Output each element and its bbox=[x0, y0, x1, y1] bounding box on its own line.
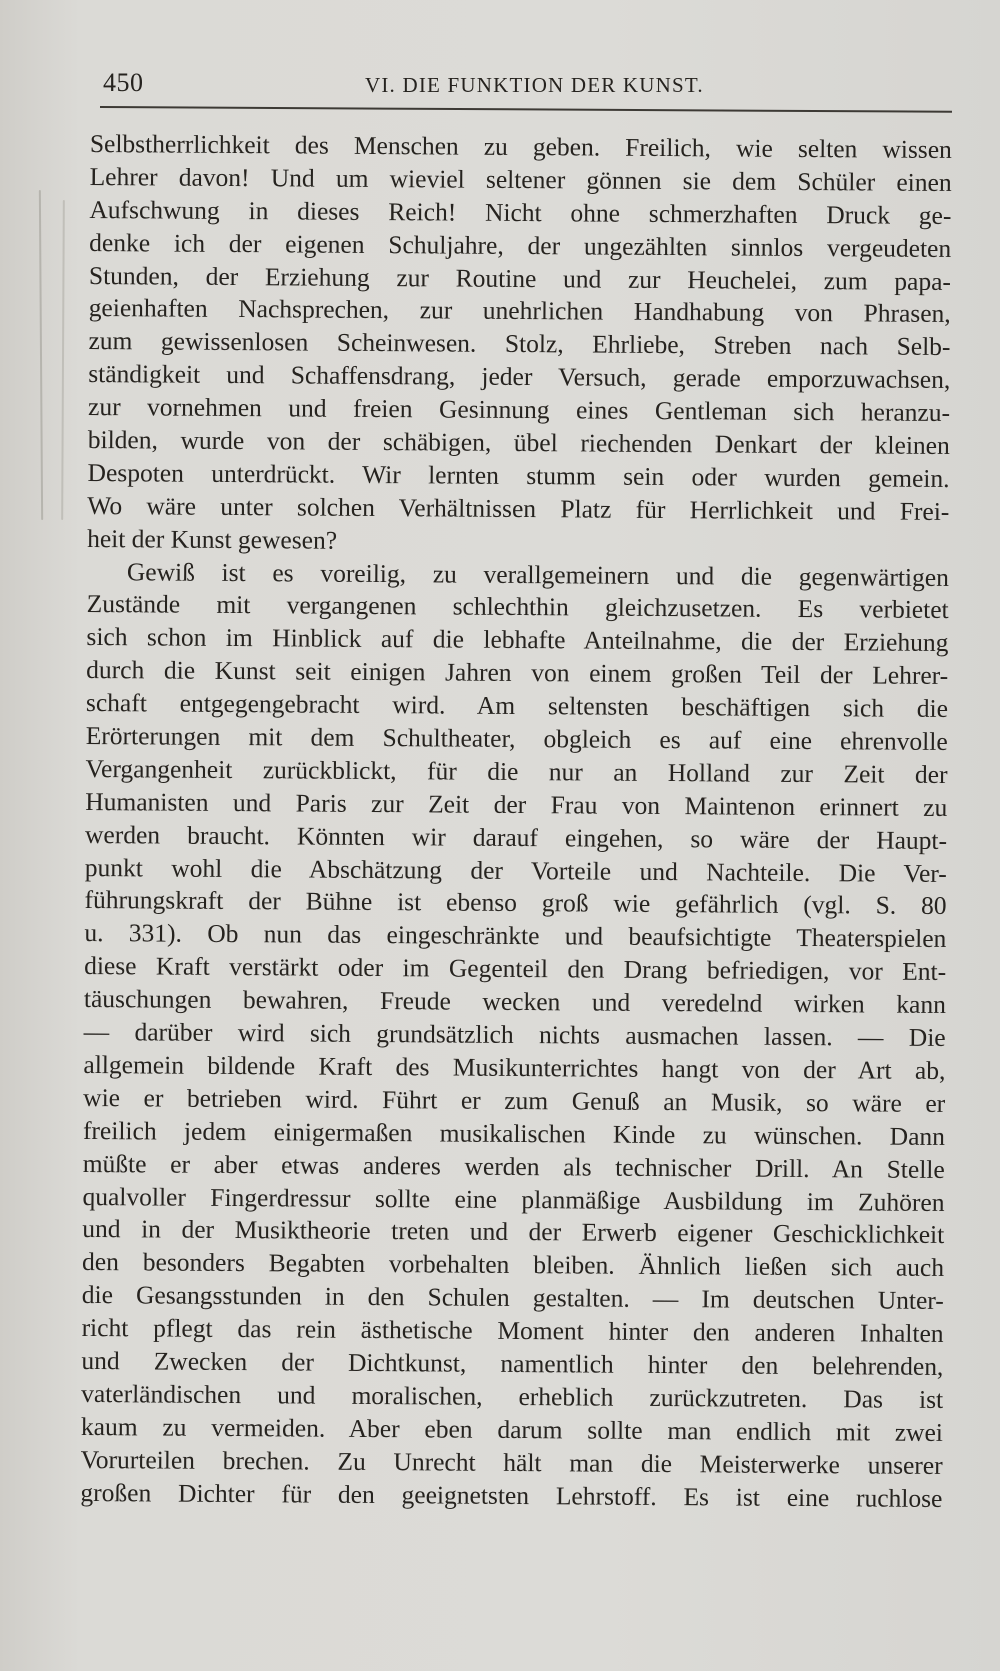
text-line: ständigkeit und Schaffensdrang, jeder Versuch, gerade emporzuwachsen, bbox=[88, 359, 951, 395]
text-line: Vorurteilen brechen. Zu Unrecht hält man die Meisterwerke unserer bbox=[80, 1444, 943, 1480]
text-line: täuschungen bewahren, Freude wecken und veredelnd wirken kann bbox=[83, 984, 947, 1020]
text-line: Zustände mit vergangenen schlechthin gleichzusetzen. Es verbietet bbox=[86, 589, 949, 625]
text-line: Erörterungen mit dem Schultheater, obgleich es auf eine ehrenvolle bbox=[85, 721, 948, 757]
body-text bbox=[80, 128, 952, 1515]
text-line: großen Dichter für den geeignetsten Lehrstoff. Es ist eine ruchlose bbox=[80, 1477, 943, 1513]
text-line: punkt wohl die Abschätzung der Vorteile und Nachteile. Die Ver- bbox=[84, 852, 947, 888]
text-line: Stunden, der Erziehung zur Routine und zur Heuchelei, zum papa- bbox=[88, 260, 952, 296]
text-line: geienhaften Nachsprechen, zur unehrlichen Handhabung von Phrasen, bbox=[88, 293, 951, 329]
text-line: durch die Kunst seit einigen Jahren von einem großen Teil der Lehrer- bbox=[86, 655, 949, 691]
running-head: VI. DIE FUNKTION DER KUNST. bbox=[365, 73, 704, 97]
pencil-margin-mark bbox=[61, 200, 65, 520]
pencil-margin-mark bbox=[39, 190, 43, 520]
page-number: 450 bbox=[103, 68, 144, 97]
text-line: Lehrer davon! Und um wieviel seltener gönnen sie dem Schüler einen bbox=[89, 161, 952, 197]
text-line: u. 331). Ob nun das eingeschränkte und beaufsichtigte Theaterspielen bbox=[84, 918, 947, 954]
text-line: — darüber wird sich grundsätzlich nichts ausmachen lassen. — Die bbox=[83, 1017, 946, 1053]
text-line: Wo wäre unter solchen Verhältnissen Platz für Herrlichkeit und Frei- bbox=[87, 490, 950, 526]
text-line: Despoten unterdrückt. Wir lernten stumm sein oder wurden gemein. bbox=[87, 457, 950, 493]
text-line: kaum zu vermeiden. Aber eben darum sollte man endlich mit zwei bbox=[80, 1411, 944, 1447]
text-line: Aufschwung in dieses Reich! Nicht ohne schmerzhaften Druck ge- bbox=[89, 194, 952, 230]
text-line: die Gesangsstunden in den Schulen gestalten. — Im deutschen Unter- bbox=[81, 1280, 944, 1316]
text-line: und in der Musiktheorie treten und der Erwerb eigener Geschicklichkeit bbox=[82, 1214, 945, 1250]
text-line: vaterländischen und moralischen, erheblich zurückzutreten. Das ist bbox=[81, 1378, 944, 1414]
header-rule bbox=[100, 106, 952, 113]
text-line: schaft entgegengebracht wird. Am seltensten beschäftigen sich die bbox=[85, 688, 949, 724]
text-line: zum gewissenlosen Scheinwesen. Stolz, Ehrliebe, Streben nach Selb- bbox=[88, 326, 951, 362]
text-line: Selbstherrlichkeit des Menschen zu geben. Freilich, wie selten wissen bbox=[89, 128, 952, 165]
text-line: diese Kraft verstärkt oder im Gegenteil den Drang befriedigen, vor Ent- bbox=[84, 951, 947, 987]
text-line: sich schon im Hinblick auf die lebhafte Anteilnahme, die der Erziehung bbox=[86, 622, 949, 658]
page-header bbox=[103, 68, 953, 104]
text-line: wie er betrieben wird. Führt er zum Genuß an Musik, so wäre er bbox=[83, 1082, 946, 1118]
text-line: qualvoller Fingerdressur sollte eine planmäßige Ausbildung im Zuhören bbox=[82, 1181, 945, 1217]
text-line: zur vornehmen und freien Gesinnung eines Gentleman sich heranzu- bbox=[87, 392, 951, 428]
text-line: werden braucht. Könnten wir darauf eingehen, so wäre der Haupt- bbox=[84, 819, 948, 855]
text-line: führungskraft der Bühne ist ebenso groß wie gefährlich (vgl. S. 80 bbox=[84, 885, 947, 921]
text-line: freilich jedem einigermaßen musikalischen Kinde zu wünschen. Dann bbox=[82, 1115, 946, 1151]
text-line: Humanisten und Paris zur Zeit der Frau von Maintenon erinnert zu bbox=[85, 786, 948, 822]
text-line: denke ich der eigenen Schuljahre, der ungezählten sinnlos vergeudeten bbox=[89, 227, 952, 263]
text-line: müßte er aber etwas anderes werden als technischer Drill. An Stelle bbox=[82, 1148, 945, 1184]
text-line: bilden, wurde von der schäbigen, übel riechenden Denkart der kleinen bbox=[87, 425, 950, 461]
text-line: und Zwecken der Dichtkunst, namentlich hinter den belehrenden, bbox=[81, 1345, 944, 1381]
text-line: allgemein bildende Kraft des Musikunterrichtes hangt von der Art ab, bbox=[83, 1049, 946, 1085]
text-line: den besonders Begabten vorbehalten bleiben. Ähnlich ließen sich auch bbox=[81, 1247, 945, 1283]
text-line: heit der Kunst gewesen? bbox=[87, 523, 338, 555]
text-line: richt pflegt das rein ästhetische Moment hinter den anderen Inhalten bbox=[81, 1313, 944, 1349]
text-line: Vergangenheit zurückblickt, für die nur an Holland zur Zeit der bbox=[85, 753, 948, 789]
text-line: Gewiß ist es voreilig, zu verallgemeinern und die gegenwärtigen bbox=[126, 556, 949, 592]
